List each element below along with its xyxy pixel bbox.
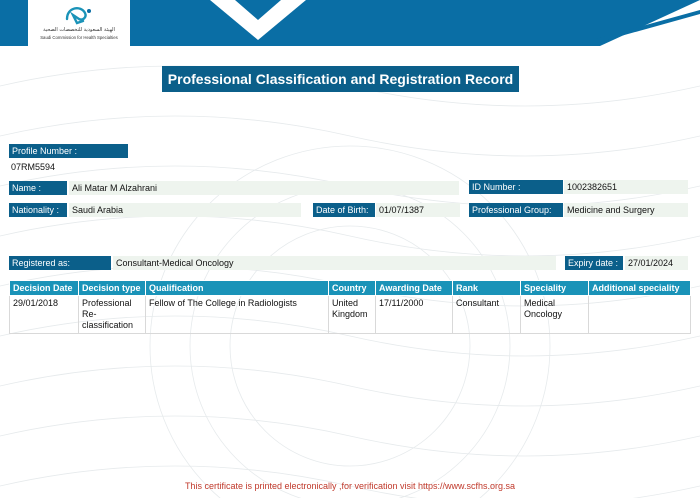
col-decision-date: Decision Date [10,281,79,296]
col-speciality: Speciality [521,281,589,296]
date-of-birth-label: Date of Birth: [313,203,375,217]
col-qualification: Qualification [146,281,329,296]
registered-as-label: Registered as: [9,256,111,270]
background-guilloche-pattern [0,46,700,498]
name-label: Name : [9,181,67,195]
id-number-label: ID Number : [469,180,563,194]
classification-table [9,280,691,334]
logo-english-text: Saudi Commission for Health Specialties [40,35,118,40]
table-row [10,296,691,334]
cell-speciality: Medical Oncology [521,296,589,334]
logo-icon [61,3,97,27]
col-additional-speciality: Additional speciality [589,281,691,296]
cell-decision-type: Professional Re-classification [79,296,146,334]
table-header-row [10,281,691,296]
professional-group-value: Medicine and Surgery [564,203,688,217]
date-of-birth-value: 01/07/1387 [376,203,460,217]
cell-qualification: Fellow of The College in Radiologists [146,296,329,334]
nationality-value: Saudi Arabia [69,203,301,217]
cell-awarding-date: 17/11/2000 [376,296,453,334]
cell-additional-speciality [589,296,691,334]
col-decision-type: Decision type [79,281,146,296]
verification-footer: This certificate is printed electronically ,for verification visit https://www.scfhs.org.sa [184,481,516,491]
page-title: Professional Classification and Registration Record [162,66,519,92]
cell-rank: Consultant [453,296,521,334]
professional-group-label: Professional Group: [469,203,563,217]
col-awarding-date: Awarding Date [376,281,453,296]
col-rank: Rank [453,281,521,296]
scfhs-logo [28,0,130,46]
expiry-date-value: 27/01/2024 [625,256,688,270]
col-country: Country [329,281,376,296]
registered-as-value: Consultant-Medical Oncology [113,256,556,270]
cell-country: United Kingdom [329,296,376,334]
profile-number-label: Profile Number : [9,144,128,158]
expiry-date-label: Expiry date : [565,256,623,270]
nationality-label: Nationality : [9,203,67,217]
logo-arabic-text: الهيئة السعودية للتخصصات الصحية [43,27,115,33]
name-value: Ali Matar M Alzahrani [69,181,459,195]
id-number-value: 1002382651 [564,180,688,194]
header-bar [0,0,700,46]
cell-decision-date: 29/01/2018 [10,296,79,334]
profile-number-value: 07RM5594 [11,162,56,172]
